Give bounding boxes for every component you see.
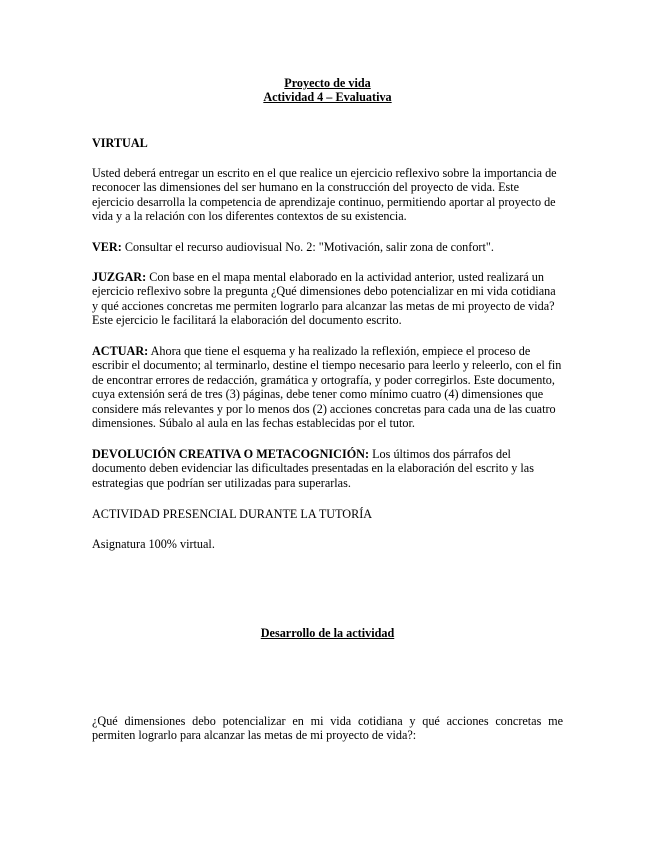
document-title: Proyecto de vida bbox=[284, 76, 371, 90]
actuar-paragraph bbox=[92, 344, 563, 430]
juzgar-text: Con base en el mapa mental elaborado en la actividad anterior, usted realizará un ejercicio reflexivo sobre la pregunta ¿Qué dimensiones debo potencializar en mi vida cotidiana y qué acciones concretas me permiten lograrlo para alcanzar las metas de mi proyecto de vida? Este ejercicio le facilitará la elaboración del documento escrito. bbox=[92, 270, 556, 328]
document-subtitle: Actividad 4 – Evaluativa bbox=[263, 90, 392, 105]
juzgar-label: JUZGAR: bbox=[92, 270, 147, 284]
title-block bbox=[0, 76, 655, 105]
actuar-label: ACTUAR: bbox=[92, 344, 149, 358]
intro-paragraph: Usted deberá entregar un escrito en el que realice un ejercicio reflexivo sobre la importancia de reconocer las dimensiones del ser humano en la construcción del proyecto de vida. Este ejercicio desarrolla la competencia de aprendizaje continuo, permitiendo aportar al proyecto de vida y a la relación con los diferentes contextos de su existencia. bbox=[92, 166, 557, 224]
devolucion-text: Los últimos dos párrafos del documento deben evidenciar las dificultades presentadas en la elaboración del escrito y las estrategias que podrían ser utilizadas para superarlas. bbox=[92, 447, 534, 490]
devolucion-paragraph bbox=[92, 447, 563, 490]
actuar-text: Ahora que tiene el esquema y ha realizado la reflexión, empiece el proceso de escribir el documento; al terminarlo, destine el tiempo necesario para leerlo y releerlo, con el fin de encontrar errores de redacción, gramática y ortografía, y poder corregirlos. Este documento, cuya extensión será de tres (3) páginas, debe tener como mínimo cuatro (4) dimensiones que considere más relevantes y por lo menos dos (2) acciones concretas para cada una de las cuatro dimensiones. Súbalo al aula en las fechas establecidas por el tutor. bbox=[92, 344, 562, 431]
ver-paragraph bbox=[92, 240, 563, 254]
presencial-heading: ACTIVIDAD PRESENCIAL DURANTE LA TUTORÍA bbox=[92, 507, 373, 521]
question-paragraph: ¿Qué dimensiones debo potencializar en mi vida cotidiana y qué acciones concretas me permiten lograrlo para alcanzar las metas de mi proyecto de vida?: bbox=[92, 714, 563, 743]
asignatura-note: Asignatura 100% virtual. bbox=[92, 537, 215, 551]
desarrollo-heading: Desarrollo de la actividad bbox=[260, 626, 395, 640]
virtual-heading: VIRTUAL bbox=[92, 136, 148, 150]
ver-text: Consultar el recurso audiovisual No. 2: "Motivación, salir zona de confort". bbox=[121, 240, 494, 254]
ver-label: VER: bbox=[92, 240, 122, 254]
juzgar-paragraph bbox=[92, 270, 563, 328]
devolucion-label: DEVOLUCIÓN CREATIVA O METACOGNICIÓN: bbox=[92, 447, 370, 461]
